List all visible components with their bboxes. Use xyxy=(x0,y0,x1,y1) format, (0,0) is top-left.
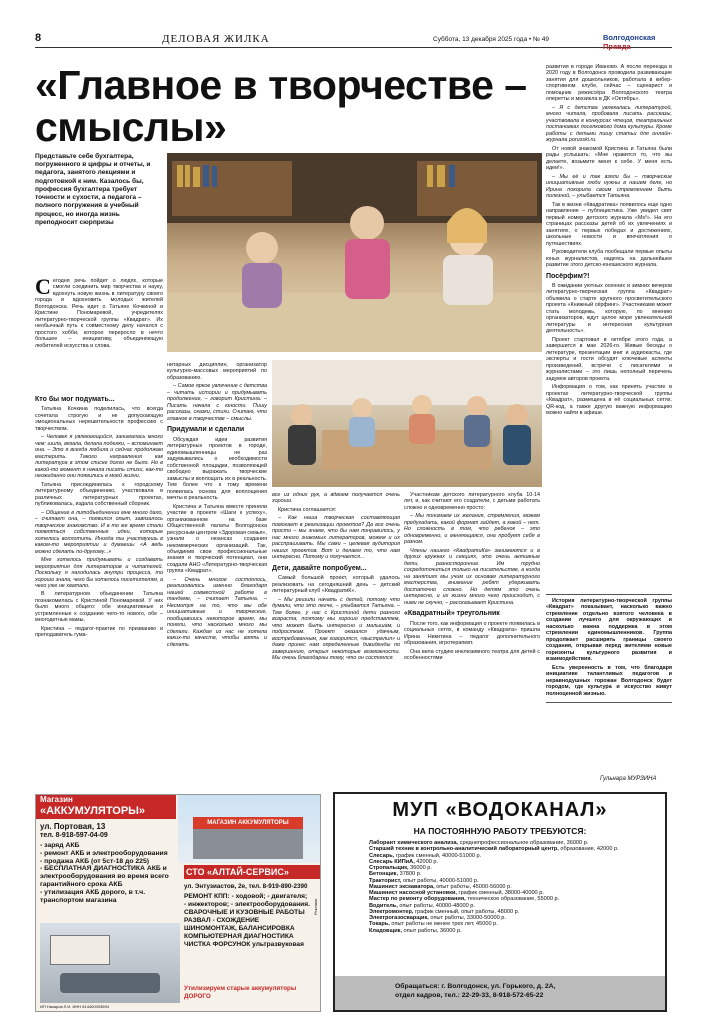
subhead-triangle: «Квадратный» треугольник xyxy=(404,610,500,618)
subhead-next: Посёрфим?! xyxy=(546,272,590,280)
photo-library xyxy=(167,153,542,352)
ad-shop-address: ул. Портовая, 13 xyxy=(40,822,106,831)
ad-vodokanal xyxy=(333,792,667,1012)
photo-children xyxy=(272,360,542,487)
vodokanal-title: МУП «ВОДОКАНАЛ» xyxy=(392,799,608,821)
vacancy-item: Мастер по ремонту оборудования, техническое образование, 55000 р. xyxy=(369,896,560,903)
drop-cap: С xyxy=(35,274,51,299)
ad-legal: ИП Назаров Л.И. ИНН 614400093594 xyxy=(40,1004,109,1009)
ad-sto-address: ул. Энтузиастов, 2е, тел. 8-919-890-2390 xyxy=(184,883,308,890)
vacancy-list xyxy=(369,840,661,934)
vacancy-item: Стропальщик, 36000 р. xyxy=(369,865,432,871)
vacancy-item: Бетонщик, 37800 р. xyxy=(369,871,422,878)
vacancy-item: Слесарь КИПиА, 42000 р. xyxy=(369,858,439,865)
column-1: Кто бы мог подумать... Татьяна Кочкина поделилась, что всегда сочетала строгую и не допускающую эмоциональных нерешительности профессию с творчеством. – Человек я увлекающийся, занималась много чем: шила, вязала, делала поделки, – вспоминает она. – Это я всегда любила и сейчас продолжаю мастерить. Такого направления как литература в этом списке долго не было. Но в какой-то момент я начала писать стихи, как-то неожиданно они появились в моей жизни. Татьяна присоединилась к городскому литературному объединению, участвовала в различных литературных проектах, публиковалась, издала собственный сборник. – Общение в литобъединении мне много дало, – считает она, – появился опыт, завязалось творческое знакомство. И в то же время стали появляться собственные идеи, которые хотелось воплотить. Иногда ты участвуешь в каком-то мероприятии и думаешь: «А ведь можно сделать по-другому...» Мне хотелось придумывать и создавать мероприятия для литераторов и читателей. Поскольку я находилась внутри процесса, то хорошо знала, чего бы хотелось посетителям, а чего уже не хватало. В литературном объединении Татьяна познакомилась с Кристиной Пономаревой. У них было много общего: обе инициативные и устремленные к созданию чего-то нового, обе – многодетные мамы. Кристина – педагог-практик по призванию и преподаватель гума- xyxy=(35,396,163,639)
column-4: Участникам детского литературного клуба 10-14 лет, и, как считают его создатели, с детьми работать сложно и одновременно просто: – Мы понимаем их желания, стремления, можем предугадать, какой формат зайдет, а какой – нет. Но сложность в том, что ребенок – это одновременно, и меняющаяся, она пробует себя в разном. Члены нашего «КвадратиКа» занимаются и в других кружках и секциях, это очень активные дети, разносторонние. Им трудно сосредоточиться только на писательстве, а когда на занятиях мы учим их основам литературного мастерства, внимание ребят удерживать достаточно сложно. Но детям это очень интересно, и их жизни много чего происходит, с ними не скучно, – рассказывает Кристина. «Квадратный» треугольник После того, как информация о проекте появилась в социальных сетях, в команду «Квадрата» пришла Ирина Никитина – педагог дополнительного образования, игротерапевт. Она вела студию инклюзивного театра для детей с особенностями xyxy=(404,492,540,662)
column-5: развития в городе Иваново. А после переезда в 2020 году в Волгодонск проводила развивающие занятия для дошкольников, работала в кибер-спортивном клубе, сейчас – сценарист и помощник режиссёра Волгодонского театра оперетты и мюзикла в ДК «Октябрь». – Я с детства увлекалась литературой, много читала, пробовала писать рассказы, участвовала в конкурсах чтецов, театральных постановках поселкового дома культуры. Кроме работы с детьми пишу статьи для онлайн-журнала porusski.ru. От новой знакомой Кристина и Татьяна были рады услышать: «Мне нравится то, что вы делаете, возьмите меня к себе. У меня есть идеи!». – Мы её и так взяли бы – творческие инициативные люди нужны в нашем деле, но Ирина покорила своим стремлением быть полезной, – улыбается Татьяна. Так в жизни «Квадратика» появилось еще одно направление – публицистика. Уже увидел свет первый номер детского журнала «Ms²». На его страницах рассказы детей об их увлечениях и занятиях, о первых победах и достижениях, школьные новости и впечатления о путешествиях. Руководители клуба пообещали первые опыты юных журналистов, надеясь на дальнейшее развитие этого детско-юношеского журнала. Посёрфим?! В ожидании уютных осенних и зимних вечеров литературно-творческая группа «Квадрат» объявила о старте крупного просветительского проекта «Книжный сёрфинг». Участниками может стать молодежь, которую, по мнению организаторов, ждут целое море увлекательной литературы и интересная культурная деятельность». Проект стартовал в октябре этого года, а завершится в мае 2026-го. Живые беседы о литературе, презентации книг и аудиокасты, где эксперты и гости обсудят ключевые аспекты произведений, встречи с писателями и журналистами – это лишь неполный перечень задумок авторов проекта. Информация о том, как принять участие в проектах литературно-творческой группы «Квадрат», размещена в её социальных сетях. QR-код, а также другую важную информацию можно найти в афише. xyxy=(546,64,672,417)
ad-batteries xyxy=(35,794,321,1012)
vacancy-item: Электрогазосварщик, опыт работы, 33000-50000 р. xyxy=(369,915,506,921)
vacancy-item: Токарь, опыт работы не менее трех лет, 45000 р. xyxy=(369,921,498,928)
vacancy-item: Лаборант химического анализа, среднепрофессиональное образование, 36000 р. xyxy=(369,840,589,846)
vacancy-item: Кладовщик, опыт работы, 36000 р. xyxy=(369,927,462,934)
issue-date: Суббота, 13 декабря 2025 года • № 49 xyxy=(433,36,549,43)
section-title: ДЕЛОВАЯ ЖИЛКА xyxy=(162,33,270,45)
page-header xyxy=(35,30,672,51)
ad-shop-heading: Магазин «АККУМУЛЯТОРЫ» xyxy=(36,795,176,819)
ad-mark: Реклама xyxy=(313,898,318,915)
newspaper-logo: Волгодонская Правда xyxy=(603,33,656,51)
ad-sto-services: РЕМОНТ КПП: - ходовой; - двигателя; - инжекторов; - электрооборудования. СВАРОЧНЫЕ И КУЗОВНЫЕ РАБОТЫ РАЗВАЛ - СХОЖДЕНИЕ ШИНОМОНТАЖ, БАЛАНСИРОВКА КОМПЬЮТЕРНАЯ ДИАГНОСТИКА ЧИСТКА ФОРСУНОК ультразвуковая xyxy=(184,893,310,949)
ad-sto-slogan: Утилизируем старые аккумуляторы ДОРОГО xyxy=(184,985,297,1000)
article-title: «Главное в творчестве – смыслы» xyxy=(35,62,527,150)
store-sign: МАГАЗИН АККУМУЛЯТОРЫ xyxy=(193,817,303,829)
ad-sto-title: СТО «АЛТАЙ-СЕРВИС» xyxy=(186,867,289,877)
ad-shop-services: - заряд АКБ - ремонт АКБ и электрооборудования - продажа АКБ (от 5ст-18 до 225) - БЕСПЛАТНАЯ ДИАГНОСТИКА АКБ и электрооборудования во время всего гарантийного срока АКБ - утилизация АКБ дорого, в т.ч. транспортом магазина xyxy=(40,842,169,904)
vacancy-item: Машинист экскаватора, опыт работы, 45000-56000 р. xyxy=(369,883,512,890)
vacancy-item: Старший техник в контрольно-аналитический лабораторный центр, образование, 42000 р. xyxy=(369,846,619,853)
subhead-kids: Дети, давайте попробуем... xyxy=(272,564,367,572)
vacancy-item: Водитель, опыт работы, 40000-48000 р. xyxy=(369,902,475,909)
subhead-who: Кто бы мог подумать... xyxy=(35,396,115,403)
vodokanal-contacts: Обращаться: г. Волгодонск, ул. Горького, д. 2А, отдел кадров, тел.: 22-29-33, 8-918-572-65-22 xyxy=(335,976,665,1010)
ad-sto-photo xyxy=(40,923,180,1003)
column-2: нитарных дисциплин, организатор культурно-массовых мероприятий по образованию. – Самое яркое увлечение с детства – читать истории и придумывать продолжение, – говорит Кристина. – Писать начала с юности. Пишу рассказы, сказки, стихи. Считаю, что главное в творчестве – смыслы. Придумали и сделали Обсуждая идеи развития литературных проектов в городе, единомышленницы не раз задумывались о необходимости собственной площадки, позволяющей свободно выражать творческие замыслы и воплощать их в реальность. Тем более что к тому времени появилась основа для воплощения мечты в реальность. Кристина и Татьяна вместе приняли участие в проекте «Шаги к успеху», организованном на базе Общественной палаты Волгодонска ресурсным центром «Здоровая семья», узнали о нюансах создания некоммерческих организаций. Так, объединив свои профессиональные знания и творческий потенциал, они создали АНО «Литературно-творческая группа «Квадрат». – Очень многое состоялось, реализовалось именно благодаря нашей совместной работе в тандеме, – считает Татьяна. – Несмотря на то, что мы обе инициативные и творческие, пообщавшись некоторое время, мы поняли, что насколько много мы сделали. Каждая из нас не хотела каких-то качеств, чтобы взять и сделать xyxy=(167,362,267,648)
article-author: Гульнара МУРЗИНА xyxy=(600,776,657,782)
vacancy-item: Электромонтер, график сменный, опыт работы, 48000 р. xyxy=(369,908,520,915)
vacancy-item: Тракторист, опыт работы, 40000-51000 р. xyxy=(369,877,479,884)
article-intro: Сегодня речь пойдет о людях, которые смогли соединить мир творчества и науку, вдохнуть новую жизнь в литературу своего города и вдохновить молодых жителей Волгодонска. Речь идет о Татьяне Кочкиной и Кристине Пономаревой, учредителях литературно-творческой группы «Квадрат». Их необычный путь к совместному делу начался с простого хобби, которое переросло в нечто большее – инициативу, объединяющую любителей искусства и слова. xyxy=(35,274,163,349)
page-number: 8 xyxy=(35,32,42,44)
vacancy-item: Машинист насосной установки, график сменный, 38000-40000 р. xyxy=(369,890,544,896)
article-lead: Представьте себе бухгалтера, погруженного в цифры и отчеты, и педагога, занятого лекциями и подготовкой к ним. Казалось бы, профессия бухгалтера требует точности и сухости, а педагога – полного погружения в учебный процесс, но иногда жизнь преподносит сюрпризы xyxy=(35,153,151,226)
subhead-ideas: Придумали и сделали xyxy=(167,426,245,434)
ad-shop-phone: тел. 8-918-597-04-09 xyxy=(40,832,108,839)
vacancy-item: Слесарь, график сменный, 40000-51000 р. xyxy=(369,852,482,859)
column-3: все из одних рук, а вдвоем получается очень хорошо. Кристина соглашается: – Как наша творческая составляющая помогает в реализации проектов? Да все очень просто – мы знаем, что бы нам понравилось, у нас много знакомых литераторов, можем и их расспрашивать. Мы сами – целевая аудитория наших проектов. Вот и делаем то, что нам интересно. Потому и получается... Дети, давайте попробуем... Самый большой проект, который удалось реализовать на сегодняшний день – детский литературный клуб «КвадратиК». – Мы решили начать с детей, потому что думали, что это легче, – улыбается Татьяна. – Тем более, у нас с Кристиной дети разного возраста, поэтому мы хорошо представляем, что может быть интересно и малышам, и подросткам. Проект оказался удачным, востребованным, как говорится, «выстрелил» и даже принес нам определенные дивиденды по завершению, открыл некоторые возможности. Мы очень благодарны тому, что он состоялся. xyxy=(272,492,400,662)
vodokanal-subtitle: НА ПОСТОЯННУЮ РАБОТУ ТРЕБУЮТСЯ: xyxy=(413,826,587,836)
conclusion-box: История литературно-творческой группы «Квадрат» показывает, насколько важно стремление отдельно взятого человека в создании лучшего для окружающих и насколько важна поддержка в этом стремлении единомышленников. Группа продолжает расширять границы своего создания, открывая перед жителями новые горизонты культурного развития и взаимодействия. Есть уверенность в том, что благодаря инициативе талантливых педагогов и неравнодушных горожан Волгодонск будет городом, где культура и искусство живут полноценной жизнью. xyxy=(546,594,672,703)
ad-storefront-photo xyxy=(178,795,321,863)
